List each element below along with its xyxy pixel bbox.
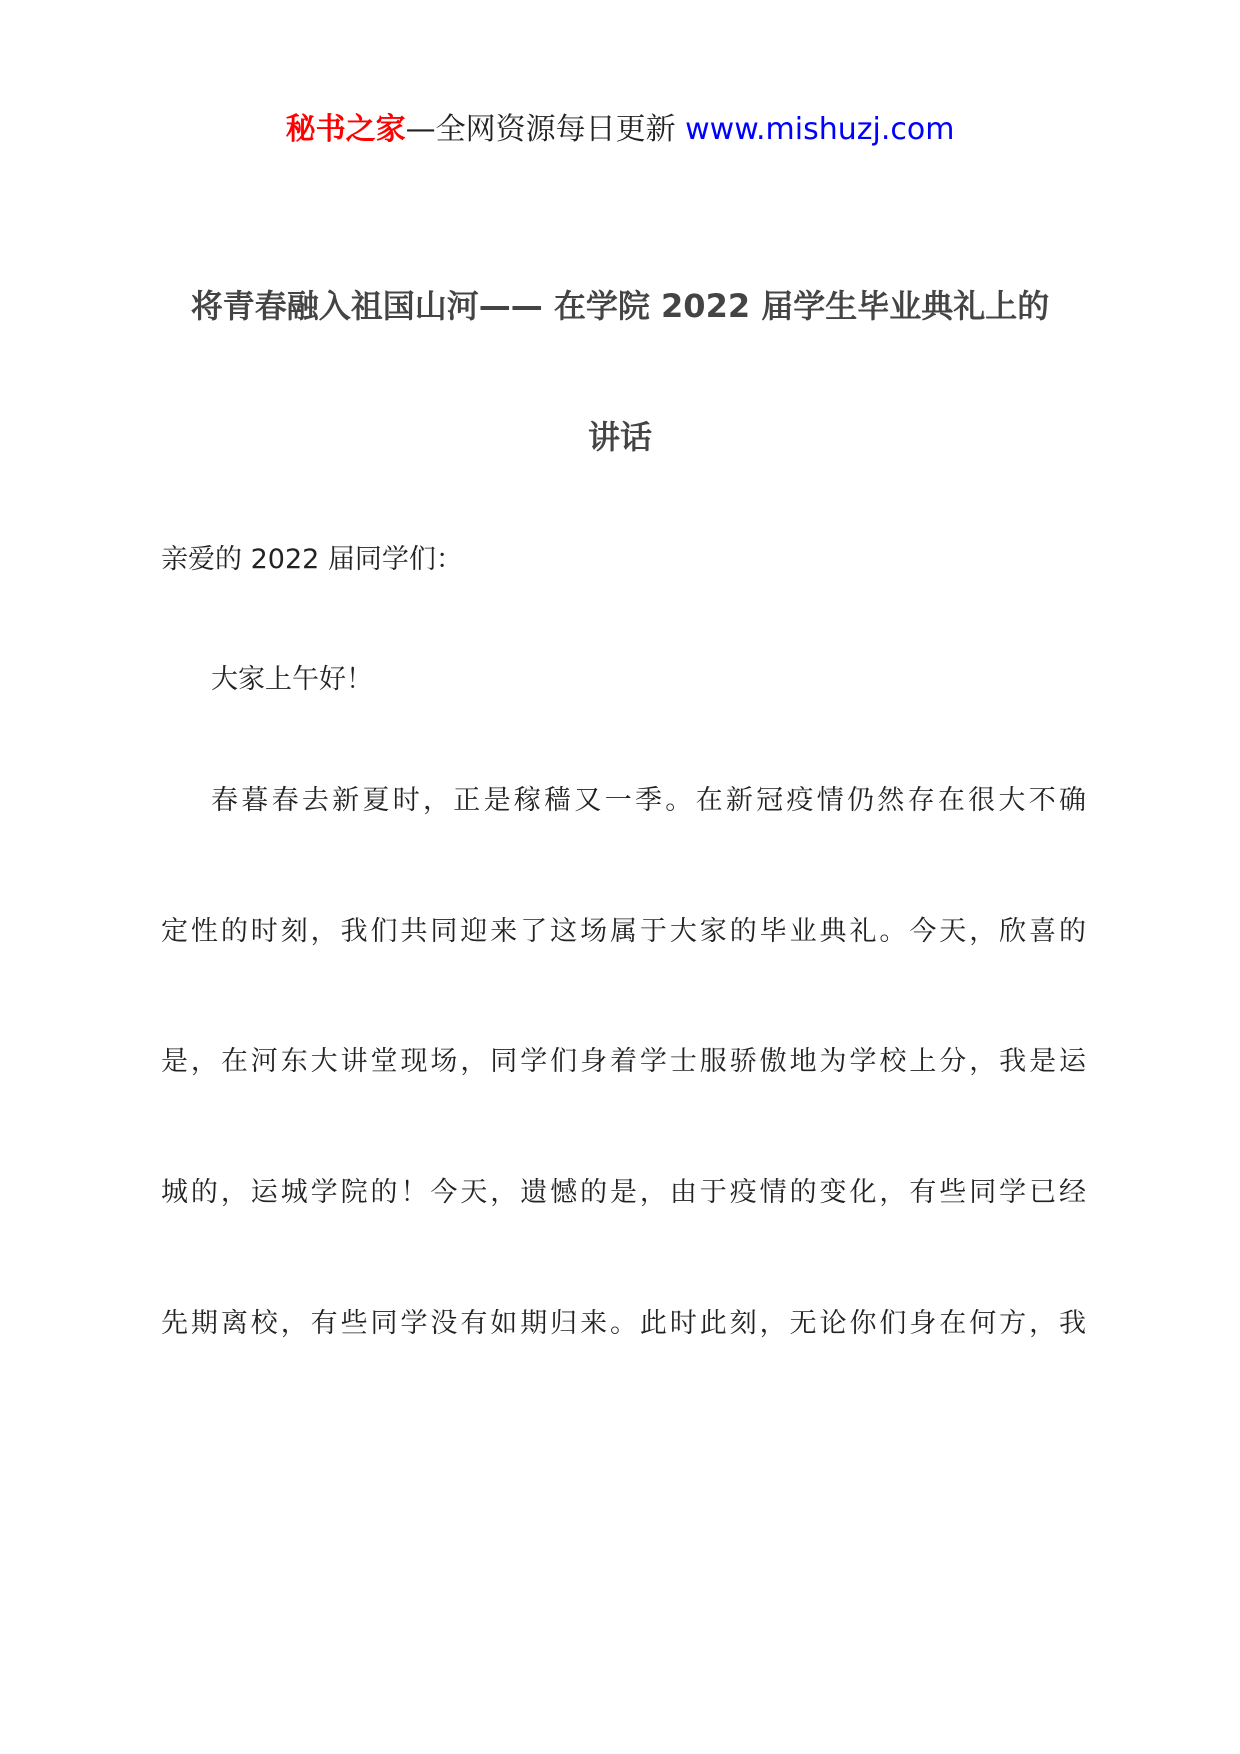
document-title-line-2: 讲话 [587, 418, 652, 456]
brand-name: 秘书之家 [285, 112, 406, 147]
paragraph-line: 是，在河东大讲堂现场，同学们身着学士服骄傲地为学校上分，我是运 [161, 1046, 1086, 1077]
paragraph-line: 定性的时刻，我们共同迎来了这场属于大家的毕业典礼。今天，欣喜的 [161, 916, 1086, 947]
document-title-line-1: 将青春融入祖国山河—— 在学院 2022 届学生毕业典礼上的 [190, 287, 1050, 325]
salutation: 亲爱的 2022 届同学们： [161, 544, 463, 575]
paragraph-line: 先期离校，有些同学没有如期归来。此时此刻，无论你们身在何方，我 [161, 1308, 1086, 1339]
site-url-link[interactable]: www.mishuzj.com [685, 112, 955, 147]
header-tagline: —全网资源每日更新 [405, 112, 686, 147]
greeting: 大家上午好！ [211, 664, 373, 695]
site-header [0, 104, 1240, 148]
paragraph-line: 城的，运城学院的！今天，遗憾的是，由于疫情的变化，有些同学已经 [161, 1177, 1086, 1208]
paragraph-line: 春暮春去新夏时，正是稼穑又一季。在新冠疫情仍然存在很大不确 [211, 785, 1086, 816]
